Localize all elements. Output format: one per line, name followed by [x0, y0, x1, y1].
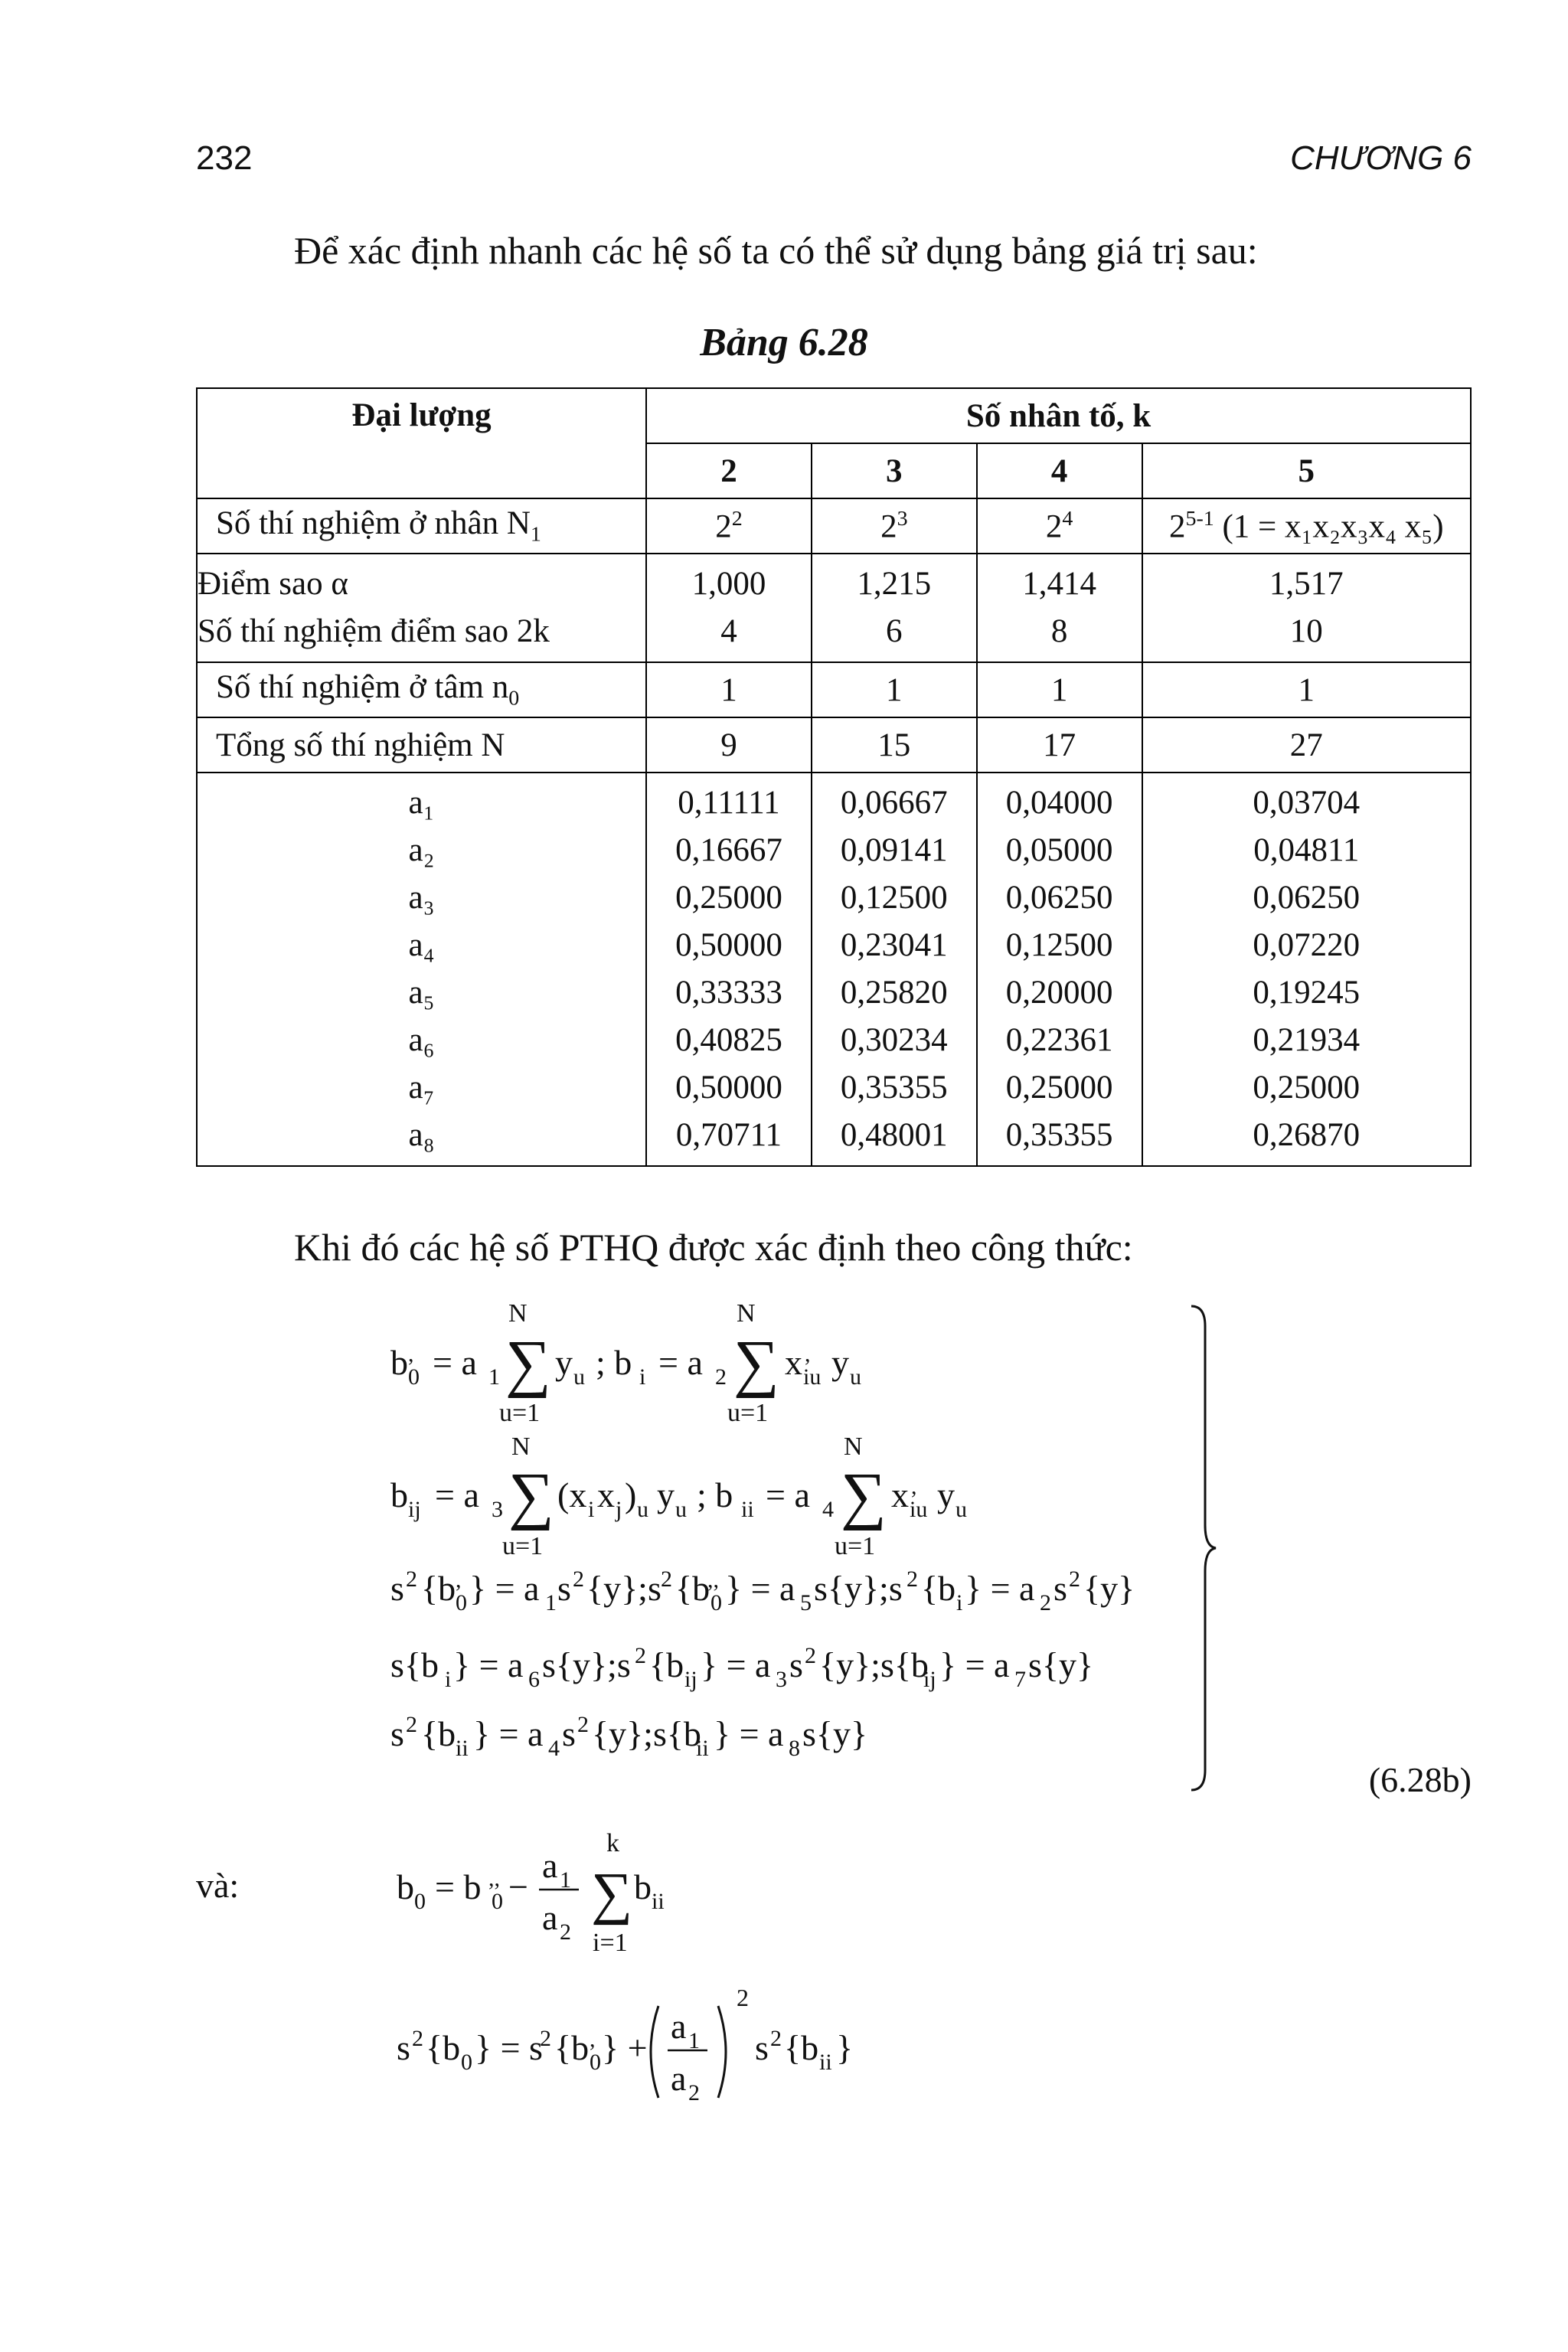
svg-text:} +: } +	[602, 2028, 648, 2067]
svg-text:2: 2	[406, 1566, 417, 1592]
svg-text:(x: (x	[557, 1475, 587, 1514]
svg-text:2: 2	[635, 1643, 646, 1668]
svg-text:3: 3	[776, 1667, 787, 1692]
svg-text:{y};s: {y};s	[586, 1569, 662, 1608]
svg-text:a: a	[671, 2059, 687, 2098]
svg-text:u=1: u=1	[499, 1399, 541, 1427]
svg-text:y: y	[831, 1343, 849, 1382]
svg-text:{b: {b	[421, 1569, 456, 1608]
svg-text:2: 2	[412, 2026, 423, 2051]
svg-text:u: u	[675, 1497, 687, 1522]
svg-text:iu: iu	[803, 1364, 822, 1390]
svg-text:0: 0	[710, 1590, 722, 1615]
svg-text:,: ,	[911, 1474, 917, 1499]
svg-text:u=1: u=1	[502, 1532, 544, 1560]
cell-center-k3: 1	[812, 662, 977, 717]
b0-formula	[390, 1822, 789, 1960]
svg-text:} = a: } = a	[701, 1645, 771, 1684]
svg-text:b: b	[390, 1475, 408, 1514]
svg-text:u=1: u=1	[727, 1399, 769, 1427]
svg-text:} = a: } = a	[725, 1569, 795, 1608]
svg-text:0: 0	[590, 2050, 601, 2075]
page-number: 232	[196, 139, 253, 177]
coef-column-k5: 0,03704 0,04811 0,06250 0,07220 0,19245 0,21934 0,25000 0,26870	[1142, 773, 1471, 1166]
equation-line-5	[390, 1712, 867, 1761]
svg-text:2: 2	[560, 1919, 571, 1945]
svg-text:ii: ii	[741, 1497, 754, 1522]
svg-text:s: s	[390, 1714, 404, 1753]
svg-text:4: 4	[548, 1736, 560, 1761]
svg-text:{b: {b	[784, 2028, 819, 2067]
svg-text:x: x	[597, 1475, 615, 1514]
header-k-4: 4	[977, 443, 1142, 498]
svg-text:2: 2	[1069, 1566, 1080, 1592]
chapter-title: CHƯƠNG 6	[1290, 139, 1472, 177]
svg-text:ij: ij	[923, 1667, 936, 1692]
svg-text:u=1: u=1	[835, 1532, 876, 1560]
svg-text:s: s	[562, 1714, 576, 1753]
svg-text:2: 2	[805, 1643, 816, 1668]
svg-text:s: s	[397, 2028, 410, 2067]
svg-text:{b: {b	[649, 1645, 684, 1684]
row-label-nucleus: Số thí nghiệm ở nhân $N_1$	[197, 498, 646, 554]
svg-text:∑: ∑	[841, 1460, 887, 1531]
svg-text:{b: {b	[675, 1569, 710, 1608]
svg-text:a: a	[542, 1846, 558, 1885]
svg-text:1: 1	[545, 1590, 557, 1615]
svg-text:0: 0	[408, 1364, 420, 1390]
svg-text:i=1: i=1	[593, 1929, 628, 1957]
svg-text:i: i	[445, 1667, 452, 1692]
svg-text:u: u	[573, 1364, 585, 1390]
svg-text:x: x	[785, 1343, 802, 1382]
svg-text:; b: ; b	[697, 1475, 733, 1514]
svg-text:,: ,	[805, 1341, 811, 1367]
equation-line-4	[390, 1643, 1093, 1692]
svg-text:8: 8	[789, 1736, 800, 1761]
svg-text:b: b	[397, 1867, 414, 1906]
svg-text:4: 4	[822, 1497, 834, 1522]
svg-text:∑: ∑	[505, 1328, 551, 1399]
cell-total-k4: 17	[977, 717, 1142, 773]
svg-text:2: 2	[770, 2026, 782, 2051]
row-label-total: Tổng số thí nghiệm N	[197, 717, 646, 773]
svg-text:0: 0	[461, 2050, 472, 2075]
svg-text:s: s	[557, 1569, 571, 1608]
svg-text:2: 2	[715, 1364, 727, 1390]
svg-text:s: s	[1054, 1569, 1067, 1608]
svg-text:ii: ii	[456, 1736, 469, 1761]
cell-total-k2: 9	[646, 717, 812, 773]
svg-text:1: 1	[560, 1867, 571, 1893]
svg-text:2: 2	[1040, 1590, 1051, 1615]
svg-text:= a: = a	[766, 1475, 810, 1514]
svg-text:∑: ∑	[733, 1328, 779, 1399]
cell-center-k2: 1	[646, 662, 812, 717]
svg-text:} = a: } = a	[965, 1569, 1035, 1608]
svg-text:a: a	[542, 1898, 558, 1937]
svg-text:2: 2	[540, 2026, 551, 2051]
svg-text:2: 2	[688, 2080, 700, 2105]
coef-column-k4: 0,04000 0,05000 0,06250 0,12500 0,20000 0,22361 0,25000 0,35355	[977, 773, 1142, 1166]
variance-b0-formula	[390, 1975, 942, 2128]
svg-text:} = a: } = a	[469, 1569, 540, 1608]
svg-text:b: b	[390, 1343, 408, 1382]
svg-text:; b: ; b	[596, 1343, 632, 1382]
cell-total-k5: 27	[1142, 717, 1471, 773]
svg-text:−: −	[508, 1867, 528, 1906]
svg-text:,: ,	[456, 1567, 462, 1592]
coef-column-k2: 0,11111 0,16667 0,25000 0,50000 0,33333 0,40825 0,50000 0,70711	[646, 773, 812, 1166]
cell-nucleus-k2: $2^2$	[646, 498, 812, 554]
cell-nucleus-k3: $2^3$	[812, 498, 977, 554]
svg-text:i: i	[956, 1590, 963, 1615]
svg-text:5: 5	[800, 1590, 812, 1615]
row-label-center: Số thí nghiệm ở tâm $n_0$	[197, 662, 646, 717]
svg-text:1: 1	[488, 1364, 500, 1390]
row-label-star: Điểm sao α Số thí nghiệm điểm sao 2k	[197, 554, 646, 662]
svg-text:{y};s{b: {y};s{b	[592, 1714, 701, 1753]
svg-text:} = a: } = a	[473, 1714, 544, 1753]
svg-text:N: N	[511, 1432, 531, 1461]
svg-text:ii: ii	[652, 1889, 665, 1914]
header-factors: Số nhân tố, k	[646, 388, 1471, 443]
svg-text:= a: = a	[658, 1343, 703, 1382]
svg-text:{b: {b	[554, 2028, 590, 2067]
header-k-2: 2	[646, 443, 812, 498]
equation-number: (6.28b)	[1368, 1760, 1472, 1799]
cell-nucleus-k5: 2$^{5-1}$ (1 = x₁x₂x₃x₄ x₅)	[1142, 498, 1471, 554]
svg-text:0: 0	[456, 1590, 467, 1615]
svg-text:= a: = a	[435, 1475, 479, 1514]
svg-text:ii: ii	[819, 2050, 832, 2075]
svg-text:0: 0	[414, 1889, 426, 1914]
svg-text:ii: ii	[696, 1736, 709, 1761]
equation-line-1	[390, 1299, 861, 1427]
cell-center-k4: 1	[977, 662, 1142, 717]
svg-text:} = a: } = a	[714, 1714, 784, 1753]
svg-text:2: 2	[661, 1566, 672, 1592]
formula-intro: Khi đó các hệ số PTHQ được xác định theo công thức:	[294, 1226, 1133, 1269]
svg-text:}: }	[836, 2028, 854, 2067]
svg-text:y: y	[657, 1475, 675, 1514]
svg-text:y: y	[555, 1343, 573, 1382]
svg-text:u: u	[637, 1497, 648, 1522]
svg-text:2: 2	[577, 1712, 589, 1737]
svg-text:1: 1	[688, 2028, 700, 2053]
cell-nucleus-k4: $2^4$	[977, 498, 1142, 554]
right-brace-icon	[1188, 1303, 1219, 1793]
svg-text:6: 6	[528, 1667, 540, 1692]
equation-line-2	[390, 1432, 967, 1560]
formula-block	[383, 1294, 1225, 1799]
cell-total-k3: 15	[812, 717, 977, 773]
svg-text:} = s: } = s	[475, 2028, 543, 2067]
svg-text:2: 2	[573, 1566, 584, 1592]
intro-paragraph: Để xác định nhanh các hệ số ta có thể sử dụng bảng giá trị sau:	[294, 229, 1258, 272]
coefficient-table	[196, 387, 1472, 1167]
svg-text:a: a	[671, 2007, 687, 2046]
svg-text:s: s	[755, 2028, 769, 2067]
svg-text:u: u	[956, 1497, 967, 1522]
svg-text:iu: iu	[910, 1497, 928, 1522]
cell-star-k2: 1,000 4	[646, 554, 812, 662]
svg-text:= a: = a	[433, 1343, 477, 1382]
svg-text:{b: {b	[921, 1569, 956, 1608]
coef-column-k3: 0,06667 0,09141 0,12500 0,23041 0,25820 0,30234 0,35355 0,48001	[812, 773, 977, 1166]
cell-star-k5: 1,517 10	[1142, 554, 1471, 662]
svg-text:s{y}: s{y}	[1028, 1645, 1094, 1684]
svg-text:i: i	[639, 1364, 646, 1390]
svg-text:3: 3	[492, 1497, 503, 1522]
svg-text:N: N	[844, 1432, 863, 1461]
cell-star-k4: 1,414 8	[977, 554, 1142, 662]
svg-text:s: s	[789, 1645, 803, 1684]
equation-line-3	[390, 1566, 1135, 1615]
svg-text:,: ,	[590, 2027, 596, 2052]
svg-text:∑: ∑	[508, 1460, 554, 1531]
header-quantity: Đại lượng	[197, 388, 646, 498]
svg-text:): )	[625, 1475, 637, 1514]
cell-center-k5: 1	[1142, 662, 1471, 717]
svg-text:s: s	[390, 1569, 404, 1608]
coef-labels-cell: a₁ a₂ a₃ a₄ a₅ a₆ a₇ a₈	[197, 773, 646, 1166]
svg-text:s{y}: s{y}	[802, 1714, 868, 1753]
and-label: và:	[196, 1866, 240, 1905]
svg-text:} = a: } = a	[939, 1645, 1010, 1684]
svg-text:0: 0	[492, 1889, 503, 1914]
svg-text:N: N	[508, 1299, 528, 1328]
svg-text:i: i	[588, 1497, 595, 1522]
svg-text:ij: ij	[684, 1667, 697, 1692]
svg-text:{b: {b	[426, 2028, 461, 2067]
svg-text:b: b	[634, 1867, 652, 1906]
svg-text:2: 2	[737, 1984, 749, 2011]
svg-text:{b: {b	[421, 1714, 456, 1753]
svg-text:= b: = b	[435, 1867, 482, 1906]
svg-text:2: 2	[906, 1566, 918, 1592]
svg-text:j: j	[616, 1497, 622, 1522]
svg-text:2: 2	[406, 1712, 417, 1737]
svg-text:x: x	[891, 1475, 909, 1514]
svg-text:} = a: } = a	[453, 1645, 524, 1684]
header-k-5: 5	[1142, 443, 1471, 498]
svg-text:,,: ,,	[707, 1567, 719, 1592]
svg-text:y: y	[937, 1475, 955, 1514]
svg-text:k: k	[606, 1829, 619, 1857]
svg-text:{y};s{b: {y};s{b	[819, 1645, 929, 1684]
svg-text:N: N	[737, 1299, 756, 1328]
cell-star-k3: 1,215 6	[812, 554, 977, 662]
svg-text:∑: ∑	[591, 1861, 633, 1926]
table-caption: Bảng 6.28	[700, 321, 868, 364]
svg-text:ij: ij	[408, 1497, 421, 1522]
header-k-3: 3	[812, 443, 977, 498]
svg-text:{y}: {y}	[1083, 1569, 1135, 1608]
svg-text:s{y};s: s{y};s	[814, 1569, 903, 1608]
svg-text:,,: ,,	[488, 1866, 500, 1891]
svg-text:s{y};s: s{y};s	[542, 1645, 631, 1684]
svg-text:7: 7	[1014, 1667, 1026, 1692]
svg-text:s{b: s{b	[390, 1645, 439, 1684]
svg-text:,: ,	[408, 1341, 414, 1367]
svg-text:u: u	[850, 1364, 861, 1390]
